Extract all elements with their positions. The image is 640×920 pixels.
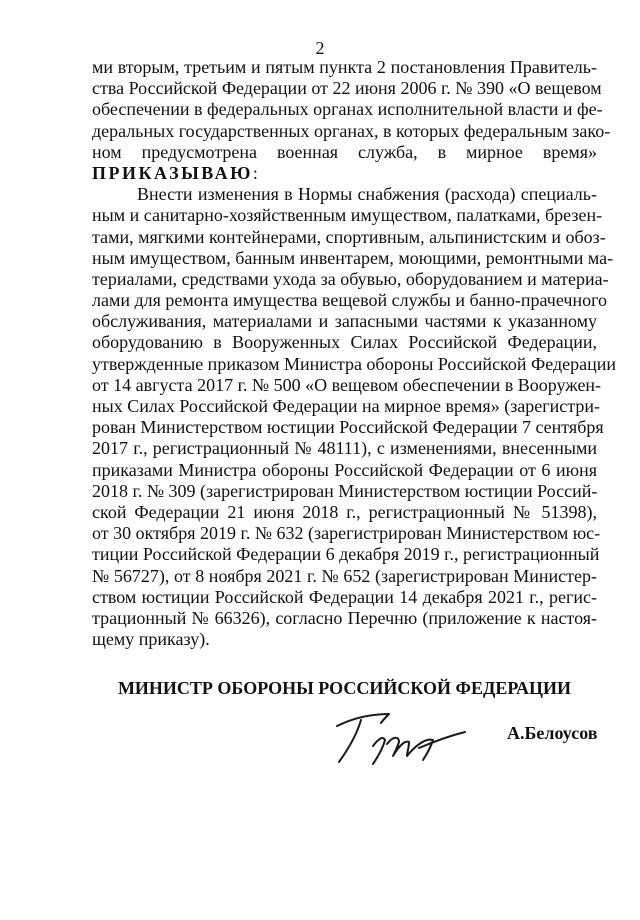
body-line: от 30 октября 2019 г. № 632 (зарегистрирован Министерством юс-: [92, 523, 601, 544]
handwritten-signature: [333, 706, 468, 768]
body-line: рован Министерством юстиции Российской Федерации 7 сентября: [92, 417, 604, 438]
preamble-line: ном предусмотрена военная служба, в мирное время»: [92, 141, 597, 162]
body-line: трационный № 66326), согласно Перечню (приложение к настоя-: [92, 607, 597, 628]
body-line: № 56727), от 8 ноября 2021 г. № 652 (зарегистрирован Министер-: [92, 565, 597, 586]
order-heading: [92, 163, 597, 184]
body-line: ской Федерации 21 июня 2018 г., регистрационный № 51398),: [92, 501, 597, 522]
preamble-line: ства Российской Федерации от 22 июня 2006 г. № 390 «О вещевом: [92, 78, 602, 99]
body-line: Внести изменения в Нормы снабжения (расхода) специаль-: [137, 184, 597, 205]
page-number: 2: [315, 38, 325, 58]
body-line: обслуживания, материалами и запасными частями к указанному: [92, 311, 597, 332]
body-line: щему приказу).: [92, 629, 210, 650]
body-line: от 14 августа 2017 г. № 500 «О вещевом обеспечении в Вооружен-: [92, 374, 602, 395]
body-line: ным и санитарно-хозяйственным имуществом, палатками, брезен-: [92, 205, 603, 226]
signer-name: А.Белоусов: [507, 723, 598, 743]
minister-title: МИНИСТР ОБОРОНЫ РОССИЙСКОЙ ФЕДЕРАЦИИ: [117, 678, 572, 698]
body-line: ным имуществом, банным инвентарем, моющими, ремонтными ма-: [92, 247, 614, 268]
body-line: оборудованию в Вооруженных Силах Российской Федерации,: [92, 332, 597, 353]
preamble-line: ми вторым, третьим и пятым пункта 2 постановления Правитель-: [92, 57, 597, 77]
preamble-line: деральных государственных органах, в которых федеральным зако-: [92, 120, 611, 141]
preamble-line: обеспечении в федеральных органах исполнительной власти и фе-: [92, 99, 603, 120]
order-word: ПРИКАЗЫВАЮ: [92, 162, 253, 183]
body-line: приказами Министра обороны Российской Федерации от 6 июня: [92, 459, 597, 480]
body-line: ных Силах Российской Федерации на мирное время» (зарегистри-: [92, 396, 600, 416]
order-colon: :: [252, 162, 258, 183]
body-line: 2017 г., регистрационный № 48111), с изменениями, внесенными: [92, 438, 597, 459]
document-body: [92, 57, 617, 650]
body-line: тиции Российской Федерации 6 декабря 2019 г., регистрационный: [92, 544, 600, 565]
body-line: ством юстиции Российской Федерации 14 декабря 2021 г., регис-: [92, 586, 597, 607]
body-line: лами для ремонта имущества вещевой службы и банно-прачечного: [92, 290, 608, 311]
body-line: 2018 г. № 309 (зарегистрирован Министерством юстиции Россий-: [92, 480, 598, 501]
body-line: териалами, средствами ухода за обувью, оборудованием и материа-: [92, 268, 609, 289]
body-line: утвержденные приказом Министра обороны Российской Федерации: [92, 353, 617, 374]
body-line: тами, мягкими контейнерами, спортивным, альпинистским и обоз-: [92, 226, 606, 247]
